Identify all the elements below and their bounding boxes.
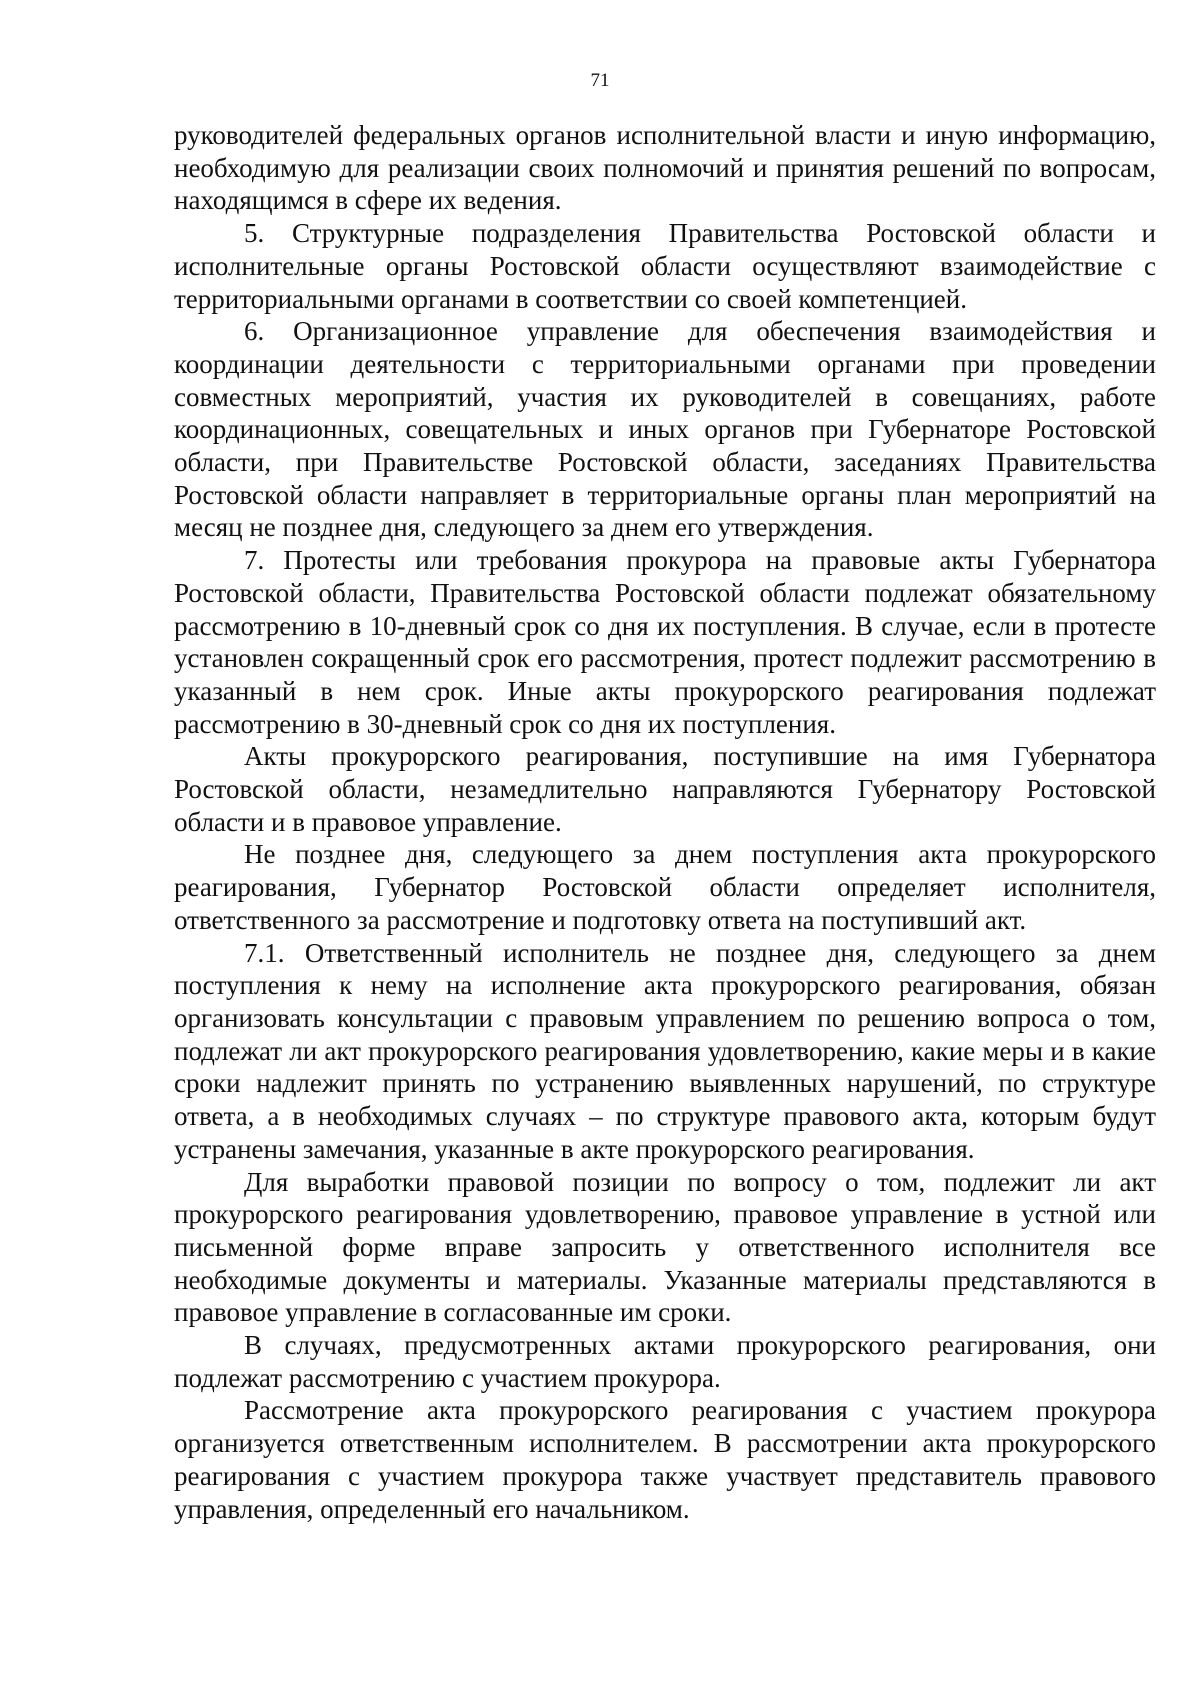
page-number: 71 — [590, 70, 610, 91]
document-body — [174, 119, 1156, 1525]
paragraph-continuation: руководителей федеральных органов исполнительной власти и иную информацию, необходимую для реализации своих полномочий и принятия решений по вопросам, находящимся в сфере их ведения. — [174, 120, 1156, 216]
paragraph-governor-acts: Акты прокурорского реагирования, поступившие на имя Губернатора Ростовской области, незамедлительно направляются Губернатору Ростовской области и в правовое управление. — [174, 741, 1156, 837]
paragraph-review-organization: Рассмотрение акта прокурорского реагирования с участием прокурора организуется ответственным исполнителем. В рассмотрении акта прокурорского реагирования с участием прокурора также участвует представитель правового управления, определенный его начальником. — [174, 1395, 1156, 1524]
paragraph-item-5: 5. Структурные подразделения Правительства Ростовской области и исполнительные органы Ростовской области осуществляют взаимодействие с территориальными органами в соответствии со своей компетенцией. — [174, 218, 1156, 314]
paragraph-item-6: 6. Организационное управление для обеспечения взаимодействия и координации деятельности с территориальными органами при проведении совместных мероприятий, участия их руководителей в совещаниях, работе координационных, совещательных и иных органов при Губернаторе Ростовской области, при Правительстве Ростовской области, заседаниях Правительства Ростовской области направляет в территориальные органы план мероприятий на месяц не позднее дня, следующего за днем его утверждения. — [174, 316, 1156, 543]
paragraph-executor-assignment: Не позднее дня, следующего за днем поступления акта прокурорского реагирования, Губернатор Ростовской области определяет исполнителя, ответственного за рассмотрение и подготовку ответа на поступивший акт. — [174, 839, 1156, 935]
paragraph-legal-position: Для выработки правовой позиции по вопросу о том, подлежит ли акт прокурорского реагирования удовлетворению, правовое управление в устной или письменной форме вправе запросить у ответственного исполнителя все необходимые документы и материалы. Указанные материалы представляются в правовое управление в согласованные им сроки. — [174, 1166, 1156, 1328]
paragraph-prosecutor-participation: В случаях, предусмотренных актами прокурорского реагирования, они подлежат рассмотрению с участием прокурора. — [174, 1330, 1156, 1393]
paragraph-item-7-1: 7.1. Ответственный исполнитель не позднее дня, следующего за днем поступления к нему на исполнение акта прокурорского реагирования, обязан организовать консультации с правовым управлением по решению вопроса о том, подлежат ли акт прокурорского реагирования удовлетворению, какие меры и в какие сроки надлежит принять по устранению выявленных нарушений, по структуре ответа, а в необходимых случаях – по структуре правового акта, которым будут устранены замечания, указанные в акте прокурорского реагирования. — [174, 937, 1156, 1164]
paragraph-item-7: 7. Протесты или требования прокурора на правовые акты Губернатора Ростовской области, Правительства Ростовской области подлежат обязательному рассмотрению в 10-дневный срок со дня их поступления. В случае, если в протесте установлен сокращенный срок его рассмотрения, протест подлежит рассмотрению в указанный в нем срок. Иные акты прокурорского реагирования подлежат рассмотрению в 30-дневный срок со дня их поступления. — [174, 545, 1156, 739]
